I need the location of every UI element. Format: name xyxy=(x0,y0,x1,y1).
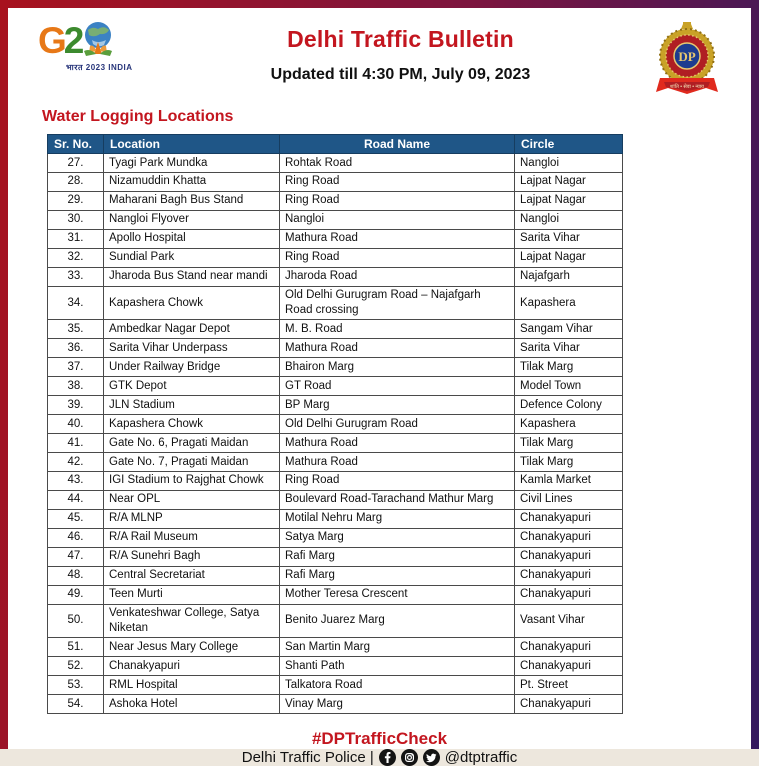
cell-road-name: Old Delhi Gurugram Road xyxy=(280,415,515,434)
cell-circle: Defence Colony xyxy=(515,396,623,415)
cell-circle: Chanakyapuri xyxy=(515,528,623,547)
table-row xyxy=(48,267,623,286)
g20-logo xyxy=(38,20,156,73)
cell-location: Jharoda Bus Stand near mandi xyxy=(104,267,280,286)
cell-road-name: Mother Teresa Crescent xyxy=(280,585,515,604)
cell-circle: Tilak Marg xyxy=(515,434,623,453)
cell-location: RML Hospital xyxy=(104,676,280,695)
g20-digit-2: 2 xyxy=(63,19,83,61)
table-row xyxy=(48,638,623,657)
cell-circle: Vasant Vihar xyxy=(515,604,623,638)
cell-sr-no: 46. xyxy=(48,528,104,547)
table-row xyxy=(48,377,623,396)
cell-road-name: GT Road xyxy=(280,377,515,396)
cell-location: Venkateshwar College, Satya Niketan xyxy=(104,604,280,638)
cell-sr-no: 34. xyxy=(48,286,104,320)
cell-road-name: M. B. Road xyxy=(280,320,515,339)
cell-circle: Nangloi xyxy=(515,154,623,173)
cell-location: R/A Sunehri Bagh xyxy=(104,547,280,566)
cell-location: Apollo Hospital xyxy=(104,229,280,248)
table-row xyxy=(48,434,623,453)
cell-location: Maharani Bagh Bus Stand xyxy=(104,191,280,210)
cell-sr-no: 35. xyxy=(48,320,104,339)
cell-circle: Chanakyapuri xyxy=(515,638,623,657)
cell-sr-no: 38. xyxy=(48,377,104,396)
cell-road-name: Shanti Path xyxy=(280,657,515,676)
cell-sr-no: 45. xyxy=(48,509,104,528)
cell-circle: Sarita Vihar xyxy=(515,339,623,358)
table-row xyxy=(48,695,623,714)
cell-road-name: Mathura Road xyxy=(280,339,515,358)
table-row xyxy=(48,471,623,490)
cell-sr-no: 50. xyxy=(48,604,104,638)
table-row xyxy=(48,172,623,191)
table-header-row xyxy=(48,135,623,154)
cell-circle: Chanakyapuri xyxy=(515,585,623,604)
cell-location: Ambedkar Nagar Depot xyxy=(104,320,280,339)
table-row xyxy=(48,229,623,248)
cell-location: JLN Stadium xyxy=(104,396,280,415)
cell-sr-no: 49. xyxy=(48,585,104,604)
footer-bar xyxy=(0,749,759,766)
cell-location: Sundial Park xyxy=(104,248,280,267)
column-header-location: Location xyxy=(104,135,280,154)
cell-circle: Kamla Market xyxy=(515,471,623,490)
cell-circle: Chanakyapuri xyxy=(515,566,623,585)
cell-location: Chanakyapuri xyxy=(104,657,280,676)
cell-location: Ashoka Hotel xyxy=(104,695,280,714)
cell-location: Nangloi Flyover xyxy=(104,210,280,229)
cell-sr-no: 30. xyxy=(48,210,104,229)
cell-road-name: Jharoda Road xyxy=(280,267,515,286)
cell-road-name: Rafi Marg xyxy=(280,566,515,585)
table-row xyxy=(48,210,623,229)
table-row xyxy=(48,490,623,509)
cell-sr-no: 54. xyxy=(48,695,104,714)
cell-location: IGI Stadium to Rajghat Chowk xyxy=(104,471,280,490)
cell-sr-no: 47. xyxy=(48,547,104,566)
cell-road-name: Bhairon Marg xyxy=(280,358,515,377)
cell-location: Under Railway Bridge xyxy=(104,358,280,377)
section-title: Water Logging Locations xyxy=(42,108,234,125)
cell-sr-no: 48. xyxy=(48,566,104,585)
cell-road-name: Mathura Road xyxy=(280,229,515,248)
cell-road-name: Rafi Marg xyxy=(280,547,515,566)
column-header-sr-no: Sr. No. xyxy=(48,135,104,154)
header xyxy=(8,8,751,100)
cell-circle: Sarita Vihar xyxy=(515,229,623,248)
table-row xyxy=(48,528,623,547)
cell-road-name: Ring Road xyxy=(280,248,515,267)
police-badge-icon xyxy=(648,20,726,100)
g20-caption: भारत 2023 INDIA xyxy=(66,63,133,72)
table-row xyxy=(48,358,623,377)
g20-letter-g: G xyxy=(38,19,65,61)
cell-location: Gate No. 7, Pragati Maidan xyxy=(104,453,280,472)
cell-circle: Pt. Street xyxy=(515,676,623,695)
table-row xyxy=(48,286,623,320)
table-row xyxy=(48,604,623,638)
hashtag: #DPTrafficCheck xyxy=(311,729,448,749)
updated-timestamp: Updated till 4:30 PM, July 09, 2023 xyxy=(270,66,531,83)
cell-sr-no: 29. xyxy=(48,191,104,210)
table-row xyxy=(48,154,623,173)
table-row xyxy=(48,453,623,472)
table-row xyxy=(48,585,623,604)
cell-location: Nizamuddin Khatta xyxy=(104,172,280,191)
cell-sr-no: 52. xyxy=(48,657,104,676)
cell-sr-no: 37. xyxy=(48,358,104,377)
cell-road-name: Ring Road xyxy=(280,471,515,490)
cell-circle: Civil Lines xyxy=(515,490,623,509)
cell-circle: Tilak Marg xyxy=(515,358,623,377)
cell-circle: Chanakyapuri xyxy=(515,695,623,714)
cell-sr-no: 28. xyxy=(48,172,104,191)
cell-location: Kapashera Chowk xyxy=(104,286,280,320)
cell-location: Gate No. 6, Pragati Maidan xyxy=(104,434,280,453)
page-title: Delhi Traffic Bulletin xyxy=(287,26,514,52)
cell-road-name: Vinay Marg xyxy=(280,695,515,714)
cell-location: Teen Murti xyxy=(104,585,280,604)
cell-circle: Kapashera xyxy=(515,415,623,434)
cell-sr-no: 44. xyxy=(48,490,104,509)
g20-logo-mark xyxy=(38,20,156,60)
header-titles xyxy=(156,20,645,84)
footer-org-label: Delhi Traffic Police | xyxy=(241,749,374,766)
cell-sr-no: 33. xyxy=(48,267,104,286)
cell-road-name: Ring Road xyxy=(280,191,515,210)
table-row xyxy=(48,191,623,210)
cell-road-name: San Martin Marg xyxy=(280,638,515,657)
cell-road-name: Satya Marg xyxy=(280,528,515,547)
cell-location: Tyagi Park Mundka xyxy=(104,154,280,173)
table-row xyxy=(48,248,623,267)
cell-sr-no: 32. xyxy=(48,248,104,267)
cell-circle: Chanakyapuri xyxy=(515,657,623,676)
cell-road-name: Boulevard Road-Tarachand Mathur Marg xyxy=(280,490,515,509)
cell-circle: Chanakyapuri xyxy=(515,509,623,528)
cell-road-name: Ring Road xyxy=(280,172,515,191)
table-body xyxy=(48,154,623,714)
column-header-road-name: Road Name xyxy=(280,135,515,154)
table-row xyxy=(48,657,623,676)
table-row xyxy=(48,339,623,358)
cell-sr-no: 41. xyxy=(48,434,104,453)
column-header-circle: Circle xyxy=(515,135,623,154)
cell-location: R/A MLNP xyxy=(104,509,280,528)
svg-text:शांति • सेवा • न्याय: शांति • सेवा • न्याय xyxy=(670,84,704,90)
instagram-icon[interactable] xyxy=(401,749,418,766)
cell-sr-no: 39. xyxy=(48,396,104,415)
table-row xyxy=(48,320,623,339)
cell-circle: Lajpat Nagar xyxy=(515,172,623,191)
cell-road-name: BP Marg xyxy=(280,396,515,415)
cell-sr-no: 53. xyxy=(48,676,104,695)
table-row xyxy=(48,396,623,415)
cell-location: R/A Rail Museum xyxy=(104,528,280,547)
cell-circle: Lajpat Nagar xyxy=(515,191,623,210)
cell-road-name: Old Delhi Gurugram Road – Najafgarh Road crossing xyxy=(280,286,515,320)
cell-road-name: Rohtak Road xyxy=(280,154,515,173)
cell-location: Kapashera Chowk xyxy=(104,415,280,434)
cell-location: Central Secretariat xyxy=(104,566,280,585)
cell-sr-no: 36. xyxy=(48,339,104,358)
cell-circle: Chanakyapuri xyxy=(515,547,623,566)
cell-circle: Sangam Vihar xyxy=(515,320,623,339)
cell-circle: Najafgarh xyxy=(515,267,623,286)
footer-handle[interactable]: @dtptraffic xyxy=(444,749,518,766)
cell-sr-no: 43. xyxy=(48,471,104,490)
table-row xyxy=(48,566,623,585)
cell-circle: Nangloi xyxy=(515,210,623,229)
cell-road-name: Nangloi xyxy=(280,210,515,229)
cell-sr-no: 42. xyxy=(48,453,104,472)
cell-location: GTK Depot xyxy=(104,377,280,396)
cell-location: Near Jesus Mary College xyxy=(104,638,280,657)
cell-road-name: Benito Juarez Marg xyxy=(280,604,515,638)
cell-circle: Lajpat Nagar xyxy=(515,248,623,267)
cell-sr-no: 27. xyxy=(48,154,104,173)
cell-sr-no: 40. xyxy=(48,415,104,434)
cell-road-name: Mathura Road xyxy=(280,434,515,453)
cell-road-name: Talkatora Road xyxy=(280,676,515,695)
cell-location: Sarita Vihar Underpass xyxy=(104,339,280,358)
table-row xyxy=(48,547,623,566)
cell-circle: Tilak Marg xyxy=(515,453,623,472)
cell-road-name: Motilal Nehru Marg xyxy=(280,509,515,528)
cell-road-name: Mathura Road xyxy=(280,453,515,472)
table-row xyxy=(48,509,623,528)
cell-circle: Model Town xyxy=(515,377,623,396)
svg-text:DP: DP xyxy=(678,49,696,64)
table-row xyxy=(48,676,623,695)
delhi-police-logo xyxy=(645,20,729,100)
water-logging-table xyxy=(47,134,623,714)
cell-location: Near OPL xyxy=(104,490,280,509)
facebook-icon[interactable] xyxy=(379,749,396,766)
table-row xyxy=(48,415,623,434)
content-area xyxy=(8,8,751,749)
cell-sr-no: 31. xyxy=(48,229,104,248)
cell-sr-no: 51. xyxy=(48,638,104,657)
cell-circle: Kapashera xyxy=(515,286,623,320)
g20-globe-lotus-icon xyxy=(80,20,116,60)
twitter-icon[interactable] xyxy=(423,749,440,766)
